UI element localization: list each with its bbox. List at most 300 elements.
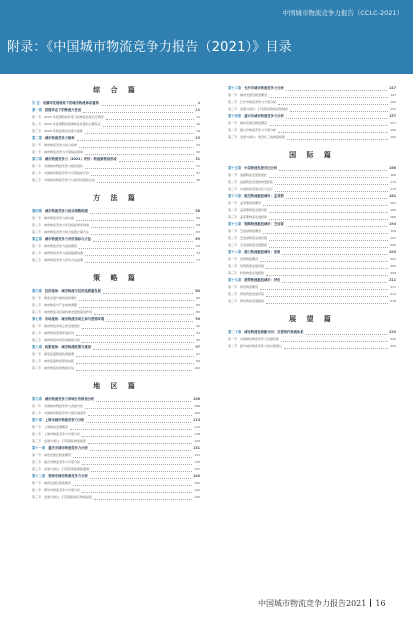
toc-entry-page: 224 <box>390 344 396 348</box>
toc-entry-title: 城市物流竞争力评价指标体系构建 <box>44 223 90 227</box>
dot-leader <box>281 338 388 342</box>
dot-leader <box>266 293 388 297</box>
dot-leader <box>103 123 195 127</box>
dot-leader <box>290 108 388 112</box>
toc-entry-page: 83 <box>196 303 200 307</box>
toc-entry-page: 154 <box>390 107 396 111</box>
dot-leader <box>76 332 194 336</box>
toc-part-heading: 策 略 篇 <box>93 273 139 282</box>
toc-entry-page: 48 <box>196 178 200 182</box>
toc-section-entry[interactable] <box>228 92 396 99</box>
toc-entry-title: 双循环发展格局下的城市物流体系重构 <box>42 101 99 105</box>
toc-entry-page: 147 <box>390 93 396 97</box>
toc-entry-label: 第二节 <box>32 488 42 492</box>
toc-entry-title: 中国城市物流竞争力格局现状 <box>44 164 84 168</box>
toc-section-entry[interactable] <box>228 200 396 207</box>
toc-entry-page: 56 <box>196 216 200 220</box>
dot-leader <box>79 245 194 249</box>
toc-entry-title: 城市发展及物流概况 <box>44 481 72 485</box>
dot-leader <box>82 433 192 437</box>
toc-entry-page: 102 <box>194 366 200 370</box>
dot-leader <box>286 115 387 119</box>
toc-entry-page: 220 <box>389 330 396 334</box>
toc-entry-label: 第一节 <box>32 404 42 408</box>
toc-entry-title: 芝加哥物流发展经验 <box>240 243 268 247</box>
toc-entry-label: 第一章 <box>32 108 42 112</box>
toc-entry-title: 城市物流竞争力综合指数计算方法 <box>44 230 90 234</box>
toc-entry-label: 第二节 <box>32 251 42 255</box>
toc-entry-title: 伦敦物流发展历程 <box>240 264 265 268</box>
toc-entry-page: 99 <box>196 359 200 363</box>
toc-entry-label: 第一节 <box>228 337 238 341</box>
toc-entry-page: 56 <box>195 209 200 213</box>
toc-entry-label: 第一节 <box>32 216 42 220</box>
toc-entry-title: 伊伦物流发展历程 <box>240 292 265 296</box>
toc-entry-label: 第十七章 <box>228 222 242 226</box>
dot-leader <box>286 87 387 91</box>
toc-entry-title: 重庆市物流竞争力分项分析 <box>44 460 81 464</box>
dot-leader <box>101 102 196 106</box>
toc-section-entry[interactable] <box>32 222 200 229</box>
toc-entry-label: 第二节 <box>228 292 238 296</box>
toc-entry-page: 181 <box>389 194 396 198</box>
toc-section-entry[interactable] <box>32 170 200 177</box>
toc-section-entry[interactable] <box>228 127 396 134</box>
toc-entry-label: 第一节 <box>32 453 42 457</box>
toc-entry-title: 城市物流营商环境评价 <box>44 331 75 335</box>
toc-section-entry[interactable] <box>32 323 200 330</box>
toc-section-entry[interactable] <box>32 177 200 184</box>
dot-leader <box>279 167 387 171</box>
toc-entry-title: 发展与建议：打造国际航空物流枢纽 <box>44 495 93 499</box>
toc-section-entry[interactable] <box>228 172 396 179</box>
dot-leader <box>70 426 192 430</box>
footer-report-name: 中国城市物流竞争力报告2021 <box>258 599 367 608</box>
toc-entry-page: 205 <box>390 264 396 268</box>
toc-entry-title: 中美物流发展对比分析 <box>244 166 278 170</box>
toc-entry-title: 城市物流竞争力指标数据来源 <box>44 251 84 255</box>
toc-entry-page: 203 <box>389 250 396 254</box>
toc-entry-title: 铁路物流枢纽城市：芝加哥 <box>244 222 284 226</box>
toc-right-column <box>228 85 396 350</box>
toc-entry-label: 第十五章 <box>228 166 242 170</box>
toc-chapter-entry[interactable] <box>228 193 396 200</box>
toc-entry-label: 第三节 <box>32 366 42 370</box>
dot-leader <box>90 210 194 214</box>
toc-chapter-entry[interactable] <box>228 329 396 336</box>
toc-entry-title: 2020 年疫情期间我国物流发展的主要特点 <box>44 122 101 126</box>
toc-entry-title: 航空物流枢纽城市：孟菲斯 <box>244 194 284 198</box>
toc-chapter-entry[interactable] <box>32 156 200 163</box>
toc-entry-label: 第三节 <box>32 338 42 342</box>
toc-entry-page: 157 <box>389 114 396 118</box>
toc-entry-page: 113 <box>194 425 200 429</box>
dot-leader <box>76 367 192 371</box>
toc-section-entry[interactable] <box>32 358 200 365</box>
toc-chapter-entry[interactable] <box>32 135 200 142</box>
toc-section-entry[interactable] <box>32 452 200 459</box>
toc-entry-page: 140 <box>193 474 200 478</box>
toc-section-entry[interactable] <box>32 365 200 372</box>
toc-entry-title: 孟菲斯物流概况 <box>240 201 262 205</box>
toc-section-entry[interactable] <box>32 215 200 222</box>
toc-entry-page: 77 <box>196 258 200 262</box>
dot-leader <box>76 353 194 357</box>
dot-leader <box>284 345 388 349</box>
toc-entry-label: 第三章 <box>32 157 42 161</box>
toc-entry-page: 189 <box>390 215 396 219</box>
toc-chapter-entry[interactable] <box>32 107 200 114</box>
toc-entry-label: 第二节 <box>32 171 42 175</box>
toc-section-entry[interactable] <box>32 163 200 170</box>
toc-section-entry[interactable] <box>228 291 396 298</box>
toc-entry-title: 上海市城市物流竞争力分析 <box>44 418 85 422</box>
toc-entry-label: 第二节 <box>228 180 238 184</box>
toc-entry-page: 80 <box>195 289 200 293</box>
toc-entry-title: 孟菲斯物流发展经验 <box>240 215 268 219</box>
dot-leader <box>263 230 388 234</box>
toc-entry-title: 城市物流与产业结构调整 <box>44 303 78 307</box>
dot-leader <box>91 224 194 228</box>
dot-leader <box>278 129 388 133</box>
toc-section-entry[interactable] <box>32 128 200 135</box>
dot-leader <box>93 238 193 242</box>
dot-leader <box>278 101 388 105</box>
dot-leader <box>287 136 388 140</box>
dot-leader <box>85 130 195 134</box>
toc-entry-page: 106 <box>193 397 200 401</box>
toc-entry-page: 23 <box>195 136 200 140</box>
toc-entry-label: 第二节 <box>32 432 42 436</box>
toc-chapter-entry[interactable] <box>32 396 200 403</box>
toc-entry-label: 第二节 <box>228 128 238 132</box>
toc-entry-label: 第十六章 <box>228 194 242 198</box>
dot-leader <box>86 419 191 423</box>
toc-chapter-entry[interactable] <box>32 417 200 424</box>
dot-leader <box>79 297 194 301</box>
toc-entry-title: 上海物流发展概况 <box>44 425 69 429</box>
dot-leader <box>269 94 388 98</box>
toc-entry-label: 第九章 <box>32 397 42 401</box>
toc-entry-title: 发展与建议：打造国家物流枢纽城市 <box>240 107 289 111</box>
toc-entry-page: 133 <box>194 460 200 464</box>
toc-entry-title: 孟菲斯物流发展历程 <box>240 208 268 212</box>
toc-entry-title: 疫情冲击下的物流大变局 <box>44 108 82 112</box>
toc-entry-page: 131 <box>194 453 200 457</box>
toc-entry-page: 181 <box>390 201 396 205</box>
dot-leader <box>269 237 388 241</box>
toc-section-entry[interactable] <box>228 235 396 242</box>
toc-entry-page: 194 <box>390 229 396 233</box>
toc-entry-page: 211 <box>390 285 396 289</box>
toc-entry-page: 162 <box>390 135 396 139</box>
toc-part-heading: 国 际 篇 <box>289 150 335 159</box>
toc-entry-title: 城市物流市场主体发展现状 <box>44 324 81 328</box>
toc-section-entry[interactable] <box>228 270 396 277</box>
toc-chapter-entry[interactable] <box>228 165 396 172</box>
toc-entry-title: 郑州市城市物流竞争力分析 <box>48 474 88 478</box>
dot-leader <box>79 144 194 148</box>
dot-leader <box>266 272 388 276</box>
toc-entry-label: 第六章 <box>32 289 42 293</box>
toc-entry-label: 第一节 <box>32 115 42 119</box>
toc-entry-title: 伊伦物流概况 <box>240 285 259 289</box>
toc-section-entry[interactable] <box>32 438 200 445</box>
toc-entry-page: 197 <box>390 236 396 240</box>
page-number: 16 <box>375 599 386 608</box>
dot-leader <box>269 209 388 213</box>
toc-section-entry[interactable] <box>32 142 200 149</box>
toc-section-entry[interactable] <box>32 480 200 487</box>
toc-section-entry[interactable] <box>228 106 396 113</box>
toc-section-entry[interactable] <box>32 302 200 309</box>
toc-entry-title: 美国物流发展的现状 <box>240 173 268 177</box>
toc-section-entry[interactable] <box>228 343 396 350</box>
dot-leader <box>286 195 387 199</box>
toc-entry-label: 第一节 <box>228 229 238 233</box>
dot-leader <box>77 137 194 141</box>
toc-entry-label: 第一节 <box>228 201 238 205</box>
toc-entry-title: 中国城市物流竞争力省域分布 <box>44 404 84 408</box>
toc-entry-title: 城市发展及物流概况 <box>240 121 268 125</box>
dot-leader <box>91 172 194 176</box>
toc-section-entry[interactable] <box>228 336 396 343</box>
toc-section-entry[interactable] <box>228 207 396 214</box>
toc-section-entry[interactable] <box>32 403 200 410</box>
toc-entry-page: 214 <box>390 292 396 296</box>
toc-entry-page: 37 <box>196 171 200 175</box>
toc-entry-label: 第十章 <box>32 418 42 422</box>
toc-entry-label: 第十八章 <box>228 250 242 254</box>
dot-leader <box>73 482 192 486</box>
dot-leader <box>82 339 194 343</box>
toc-entry-title: 港口物流枢纽城市：伦敦 <box>244 250 281 254</box>
toc-section-entry[interactable] <box>228 186 396 193</box>
toc-entry-label: 第一节 <box>228 285 238 289</box>
toc-entry-page: 131 <box>193 446 200 450</box>
toc-entry-page: 80 <box>196 296 200 300</box>
toc-entry-label: 第一节 <box>228 121 238 125</box>
toc-entry-title: 城市物流竞争力综合榜单 <box>44 143 78 147</box>
toc-entry-title: 城市物流竞争力省域分布格局分析 <box>44 397 95 401</box>
toc-entry-label: 第三节 <box>228 243 238 247</box>
toc-entry-page: 150 <box>390 100 396 104</box>
toc-entry-page: 69 <box>195 237 200 241</box>
running-head: 中国城市物流竞争力报告（CCLC-2021） <box>282 9 403 17</box>
toc-entry-page: 16 <box>196 122 200 126</box>
toc-entry-label: 第二节 <box>32 331 42 335</box>
toc-entry-label: 第一节 <box>32 352 42 356</box>
dot-leader <box>82 489 192 493</box>
toc-section-entry[interactable] <box>32 121 200 128</box>
toc-section-entry[interactable] <box>32 243 200 250</box>
toc-chapter-entry[interactable] <box>32 473 200 480</box>
toc-entry-page: 170 <box>390 180 396 184</box>
dot-leader <box>85 252 194 256</box>
toc-chapter-entry[interactable] <box>228 85 396 92</box>
toc-entry-title: 城市物流市场竞争格局分析 <box>44 338 81 342</box>
toc-entry-label: 第二章 <box>32 136 42 140</box>
toc-chapter-entry[interactable] <box>32 236 200 243</box>
toc-section-entry[interactable] <box>228 120 396 127</box>
toc-entry-label: 第二节 <box>32 303 42 307</box>
dot-leader <box>97 179 194 183</box>
toc-entry-page: 95 <box>196 338 200 342</box>
toc-section-entry[interactable] <box>32 424 200 431</box>
toc-entry-page: 58 <box>196 223 200 227</box>
toc-entry-label: 第二十章 <box>228 330 242 334</box>
toc-entry-label: 第八章 <box>32 345 42 349</box>
dot-leader <box>106 318 193 322</box>
toc-entry-page: 140 <box>194 481 200 485</box>
toc-entry-label: 第三节 <box>32 230 42 234</box>
dot-leader <box>85 259 194 263</box>
toc-chapter-entry[interactable] <box>32 288 200 295</box>
header-band <box>0 0 413 74</box>
toc-entry-page: 216 <box>390 299 396 303</box>
toc-entry-title: 城市发展及物流概况 <box>44 453 72 457</box>
toc-section-entry[interactable] <box>228 228 396 235</box>
toc-entry-title: 城市物流竞争力指标解读 <box>44 244 78 248</box>
toc-entry-title: 芝加哥物流发展历程 <box>240 236 268 240</box>
toc-entry-title: 美国物流发展的典型经验 <box>240 180 274 184</box>
toc-entry-label: 第二节 <box>32 411 42 415</box>
toc-section-entry[interactable] <box>32 295 200 302</box>
toc-chapter-entry[interactable] <box>32 100 200 107</box>
toc-chapter-entry[interactable] <box>228 113 396 120</box>
toc-chapter-entry[interactable] <box>32 316 200 323</box>
toc-section-entry[interactable] <box>32 309 200 316</box>
toc-entry-title: 发展与建议：打造西部陆海新通道 <box>44 467 90 471</box>
toc-section-entry[interactable] <box>228 284 396 291</box>
toc-section-entry[interactable] <box>32 487 200 494</box>
toc-section-entry[interactable] <box>228 256 396 263</box>
toc-section-entry[interactable] <box>32 337 200 344</box>
toc-chapter-entry[interactable] <box>32 208 200 215</box>
toc-section-entry[interactable] <box>32 114 200 121</box>
dot-leader <box>79 304 194 308</box>
toc-entry-title: 伊伦物流发展经验 <box>240 299 265 303</box>
toc-entry-page: 194 <box>389 222 396 226</box>
toc-entry-label: 第三节 <box>32 178 42 182</box>
toc-section-entry[interactable] <box>32 351 200 358</box>
toc-entry-page: 185 <box>390 208 396 212</box>
toc-entry-page: 31 <box>196 164 200 168</box>
toc-section-entry[interactable] <box>32 330 200 337</box>
toc-entry-title: 2020 年疫情防控背景下的物流系统运行情况 <box>44 115 104 119</box>
toc-section-entry[interactable] <box>32 431 200 438</box>
toc-section-entry[interactable] <box>32 410 200 417</box>
toc-entry-label: 引 言 <box>32 101 40 105</box>
toc-section-entry[interactable] <box>32 466 200 473</box>
dot-leader <box>76 217 194 221</box>
toc-section-entry[interactable] <box>228 263 396 270</box>
toc-chapter-entry[interactable] <box>32 344 200 351</box>
toc-part-heading: 方 法 篇 <box>93 193 139 202</box>
toc-entry-page: 200 <box>390 243 396 247</box>
toc-entry-page: 118 <box>194 432 200 436</box>
toc-section-entry[interactable] <box>32 257 200 264</box>
toc-entry-label: 第一节 <box>228 93 238 97</box>
dot-leader <box>91 231 194 235</box>
toc-entry-label: 第三节 <box>32 129 42 133</box>
dot-leader <box>93 346 193 350</box>
toc-entry-title: 城市物流对区域协调发展的促进作用 <box>44 310 93 314</box>
toc-section-entry[interactable] <box>32 229 200 236</box>
toc-entry-page: 106 <box>194 404 200 408</box>
toc-entry-title: 城市发展及物流概况 <box>240 93 268 97</box>
toc-entry-title: 提升城市物流竞争力的对策建议 <box>240 344 283 348</box>
toc-section-entry[interactable] <box>228 134 396 141</box>
toc-entry-title: 伦敦物流发展经验 <box>240 271 265 275</box>
toc-chapter-entry[interactable] <box>228 249 396 256</box>
toc-entry-label: 第一节 <box>32 143 42 147</box>
toc-chapter-entry[interactable] <box>32 445 200 452</box>
toc-entry-label: 第三节 <box>228 135 238 139</box>
toc-chapter-entry[interactable] <box>228 277 396 284</box>
toc-entry-label: 第三节 <box>32 258 42 262</box>
toc-entry-label: 第五章 <box>32 237 42 241</box>
toc-entry-page: 157 <box>390 121 396 125</box>
toc-entry-label: 第十二章 <box>32 474 46 478</box>
toc-entry-label: 第一节 <box>32 296 42 300</box>
toc-entry-page: 209 <box>390 271 396 275</box>
dot-leader <box>269 244 388 248</box>
toc-entry-page: 220 <box>390 337 396 341</box>
toc-entry-page: 166 <box>389 166 396 170</box>
toc-entry-page: 159 <box>390 128 396 132</box>
toc-entry-title: 发展与建议：打造国际物流枢纽 <box>44 439 87 443</box>
toc-entry-label: 第一节 <box>32 244 42 248</box>
toc-entry-title: 郑州市物流竞争力分项分析 <box>44 488 81 492</box>
toc-entry-title: 中国城市物流竞争力发展趋势 <box>240 337 280 341</box>
toc-section-entry[interactable] <box>32 149 200 156</box>
page-footer <box>258 598 386 609</box>
dot-leader <box>263 202 388 206</box>
toc-entry-label: 第二节 <box>228 100 238 104</box>
dot-leader <box>91 468 192 472</box>
toc-entry-title: 国家层面物流政策梳理 <box>44 352 75 356</box>
toc-entry-label: 第一节 <box>32 425 42 429</box>
toc-entry-label: 第三节 <box>228 299 238 303</box>
dot-leader <box>85 165 194 169</box>
dot-leader <box>269 122 388 126</box>
dot-leader <box>90 447 191 451</box>
toc-section-entry[interactable] <box>228 214 396 221</box>
toc-entry-label: 第三节 <box>32 439 42 443</box>
dot-leader <box>275 188 388 192</box>
toc-chapter-entry[interactable] <box>228 221 396 228</box>
toc-section-entry[interactable] <box>228 242 396 249</box>
dot-leader <box>106 116 195 120</box>
toc-entry-page: 11 <box>195 108 200 112</box>
toc-entry-title: 城市层面物流规划实践 <box>44 359 75 363</box>
toc-section-entry[interactable] <box>228 99 396 106</box>
toc-entry-page: 93 <box>196 331 200 335</box>
toc-section-entry[interactable] <box>32 459 200 466</box>
toc-section-entry[interactable] <box>228 298 396 305</box>
toc-entry-page: 173 <box>390 187 396 191</box>
toc-entry-title: 嘉兴市城市物流竞争力分析 <box>244 114 284 118</box>
toc-entry-label: 第二节 <box>228 264 238 268</box>
toc-section-entry[interactable] <box>228 179 396 186</box>
dot-leader <box>306 331 388 335</box>
toc-section-entry[interactable] <box>32 250 200 257</box>
toc-entry-title: 芝加哥物流概况 <box>240 229 262 233</box>
toc-section-entry[interactable] <box>32 494 200 501</box>
toc-entry-title: 中国城市物流竞争力与经济发展的关系 <box>44 178 96 182</box>
toc-entry-page: 31 <box>195 157 200 161</box>
